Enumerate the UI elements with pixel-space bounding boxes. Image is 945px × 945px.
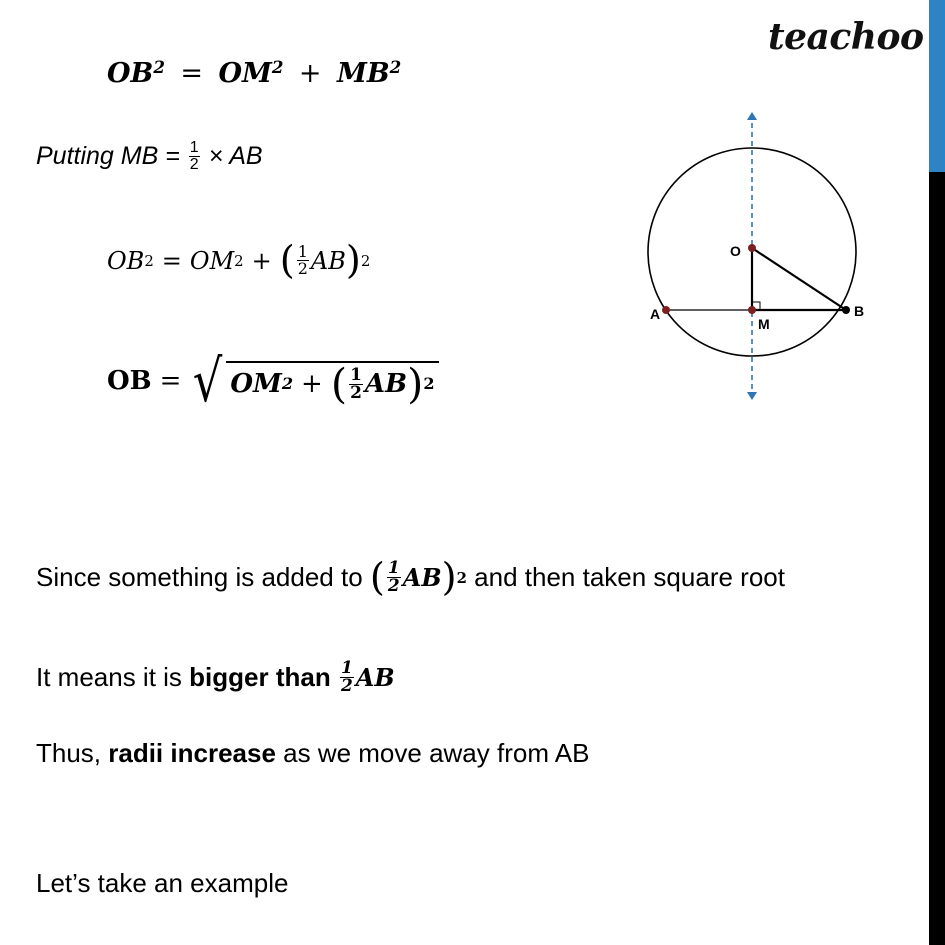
right-edge-bar xyxy=(929,0,945,945)
equation-pythagoras-bold: $OB^2 = OM^2 + MB^2$ xyxy=(107,56,402,89)
fraction-half: $\frac{1}{2}$ xyxy=(189,139,199,173)
segment-ob xyxy=(752,248,846,310)
point-a xyxy=(662,306,670,314)
circle-chord-figure xyxy=(630,110,880,410)
right-edge-accent xyxy=(929,0,945,172)
fraction-half: $\frac{1}{2}$ xyxy=(297,242,308,278)
label-a: A xyxy=(650,306,661,322)
equation-substituted: OB 2 = OM 2 + ( $\frac{1}{2}$ AB ) 2 xyxy=(107,237,371,283)
label-b: B xyxy=(854,303,865,319)
since-line: Since something is added to ( $\frac{1}{2}$ AB ) 2 and then taken square root xyxy=(36,554,785,600)
fraction-half: $\frac{1}{2}$ xyxy=(387,558,400,596)
thus-line: Thus, radii increase as we move away from AB xyxy=(36,738,590,768)
putting-line: Putting MB = $\frac{1}{2}$ × AB xyxy=(36,139,263,173)
arrow-down-icon xyxy=(747,392,757,400)
square-root: √ OM 2 + ( $\frac{1}{2}$ AB ) 2 xyxy=(189,352,438,410)
means-line: It means it is bigger than $\frac{1}{2}$ AB xyxy=(36,658,395,696)
label-o: O xyxy=(730,243,741,259)
fraction-half: $\frac{1}{2}$ xyxy=(350,364,362,403)
point-b xyxy=(842,306,850,314)
teachoo-logo: teachoo xyxy=(768,16,924,58)
fraction-half: $\frac{1}{2}$ xyxy=(340,658,353,696)
point-m xyxy=(748,306,756,314)
arrow-up-icon xyxy=(747,112,757,120)
label-m: M xyxy=(758,316,770,332)
radical-sign-icon: √ xyxy=(193,347,223,415)
equation-ob-sqrt: OB = √ OM 2 + ( $\frac{1}{2}$ AB ) 2 xyxy=(107,352,439,410)
point-o xyxy=(748,244,756,252)
example-line: Let’s take an example xyxy=(36,868,289,898)
